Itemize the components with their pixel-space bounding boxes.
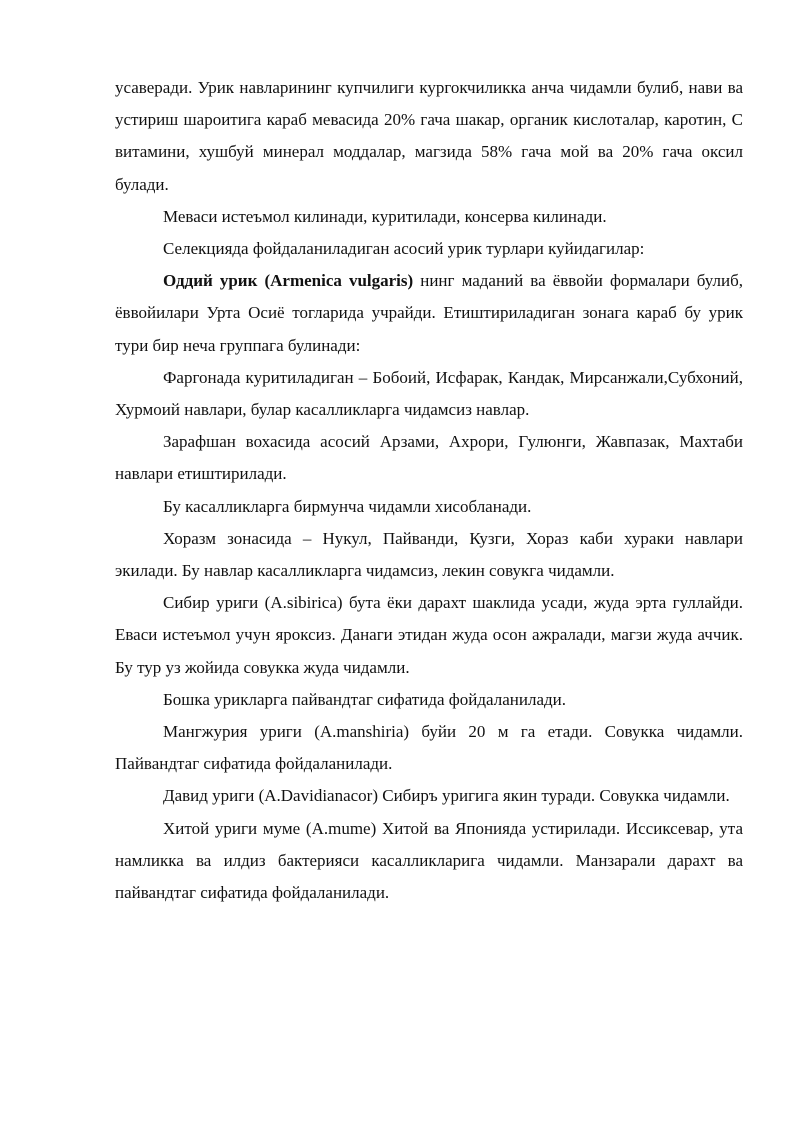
paragraph-13: Хитой уриги муме (A.mume) Хитой ва Японияда устирилади. Иссиксевар, ута намликка ва илдиз бактерияси касалликларига чидамли. Манзарали дарахт ва пайвандтаг сифатида фойдаланилади. <box>115 818 743 903</box>
paragraph-6: Зарафшан вохасида асосий Арзами, Ахрори, Гулюнги, Жавпазак, Махтаби навлари етиштирилади. <box>115 432 743 484</box>
paragraph-12: Давид уриги (A.Davidianacor) Сибиръ уригига якин туради. Совукка чидамли. <box>163 786 730 806</box>
paragraph-1: усаверади. Урик навларининг купчилиги кургокчиликка анча чидамли булиб, нави ва устириш шароитига караб мевасида 20% гача шакар, органик кислоталар, каротин, С витамини, хушбуй минерал моддалар, магзида 58% гача мой ва 20% гача оксил булади. <box>115 78 743 194</box>
paragraph-11: Мангжурия уриги (A.manshiria) буйи 20 м га етади. Совукка чидамли. Пайвандтаг сифатида фойдаланилади. <box>115 722 743 774</box>
document-page <box>115 72 743 909</box>
paragraph-10: Бошка урикларга пайвандтаг сифатида фойдаланилади. <box>163 689 566 709</box>
paragraph-4 <box>115 265 743 362</box>
paragraph-3: Селекцияда фойдаланиладиган асосий урик турлари куйидагилар: <box>163 239 645 259</box>
paragraph-5: Фаргонада куритиладиган – Бобоий, Исфарак, Кандак, Мирсанжали,Субхоний, Хурмоий навлари, булар касалликларга чидамсиз навлар. <box>115 367 743 420</box>
paragraph-9: Сибир уриги (A.sibirica) бута ёки дарахт шаклида усади, жуда эрта гуллайди. Еваси истеъмол учун яроксиз. Данаги этидан жуда осон ажралади, магзи жуда аччик. Бу тур уз жойида совукка жуда чидамли. <box>115 593 743 677</box>
paragraph-4-body: нинг маданий ва ёввойи формалари булиб, ёввойилари Урта Осиё тогларида учрайди. Етиштириладиган зонага караб бу урик тури бир неча группага булинади: <box>115 271 743 355</box>
paragraph-8: Хоразм зонасида – Нукул, Пайванди, Кузги, Хораз каби хураки навлари экилади. Бу навлар касалликларга чидамсиз, лекин совукга чидамли. <box>115 528 743 581</box>
species-name-bold: Оддий урик (Armenica vulgaris) <box>163 271 414 291</box>
paragraph-2: Меваси истеъмол килинади, куритилади, консерва килинади. <box>163 206 607 226</box>
paragraph-7: Бу касалликларга бирмунча чидамли хисобланади. <box>163 496 532 516</box>
